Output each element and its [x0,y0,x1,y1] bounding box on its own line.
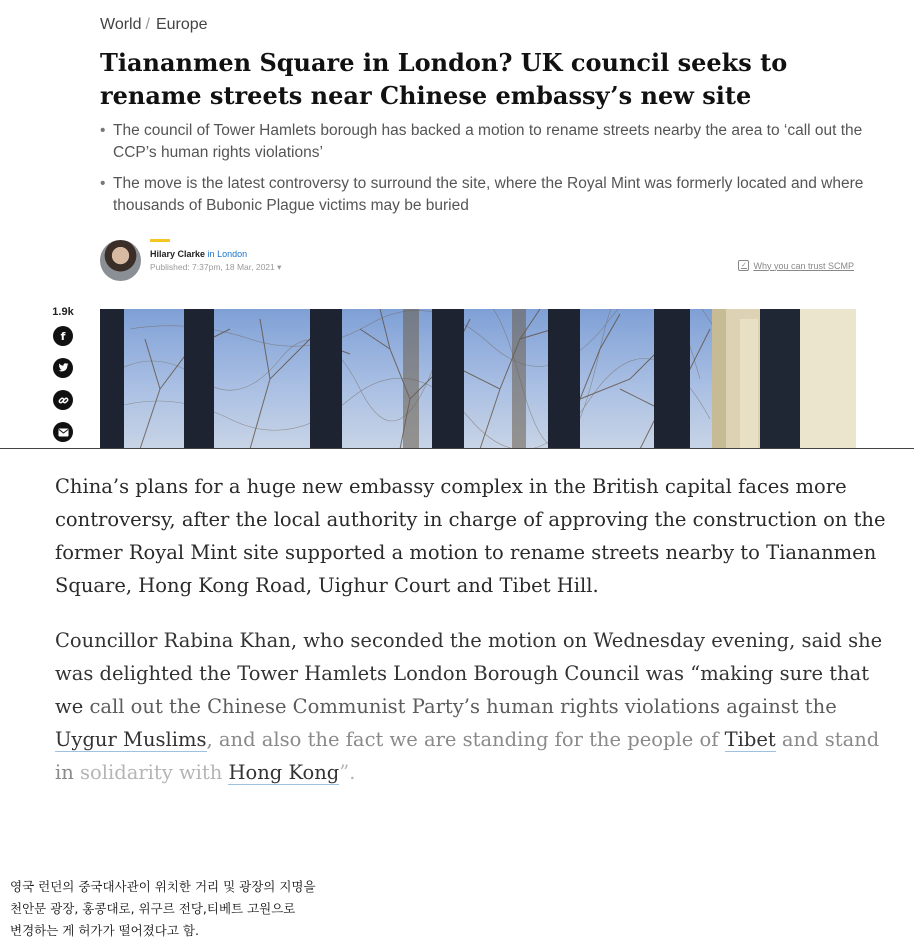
link-uygur-muslims[interactable]: Uygur Muslims [55,728,207,751]
author-avatar[interactable] [100,240,141,281]
author-line [150,249,247,259]
facebook-icon[interactable]: f [53,326,73,346]
summary-bullet-1: • The council of Tower Hamlets borough has backed a motion to rename streets nearby the area to ‘call out the CCP’s human rights violations’ [100,120,870,164]
paragraph-2-part-f: ”. [339,761,356,784]
article-headline: Tiananmen Square in London? UK council seeks to rename streets near Chinese embassy’s new site [100,48,788,110]
published-text: Published: 7:37pm, 18 Mar, 2021 [150,262,275,272]
breadcrumb-separator: / [145,16,150,33]
summary-bullets [100,120,870,226]
caption-line-2: 천안문 광장, 홍콩대로, 위구르 전당,티베트 고원으로 [10,901,296,916]
link-hong-kong[interactable]: Hong Kong [228,761,340,784]
trust-link[interactable] [738,260,854,271]
caption-line-1: 영국 런던의 중국대사관이 위치한 거리 및 광장의 지명을 [10,879,316,894]
divider [0,448,914,449]
paragraph-2-part-c: , and also the fact we are standing for the people of [206,728,725,751]
breadcrumb [100,16,208,34]
email-icon[interactable] [53,422,73,442]
checkmark-shield-icon: ✓ [738,260,749,271]
breadcrumb-europe-link[interactable]: Europe [155,16,208,33]
caption-line-3: 변경하는 게 허가가 떨어졌다고 함. [10,923,199,938]
share-bar [50,306,76,454]
paragraph-2-part-a: Councillor Rabina Khan, who seconded the motion on Wednesday evening, said she was delighted the Tower Hamlets London Borough Council was “making sure that we [55,629,883,718]
twitter-icon[interactable] [53,358,73,378]
paragraph-2-part-b: call out the Chinese Communist Party’s human rights violations against the [89,695,837,718]
share-count: 1.9k [52,306,74,318]
author-location: in London [207,249,248,259]
article-hero-image [100,309,856,449]
paragraph-2-part-e: solidarity with [80,761,229,784]
chevron-down-icon[interactable]: ▾ [277,262,282,272]
trust-link-text[interactable]: Why you can trust SCMP [753,260,854,271]
byline [100,236,860,280]
published-timestamp [150,262,281,273]
article-paragraph-2 [55,624,895,789]
summary-bullet-2: • The move is the latest controversy to surround the site, where the Royal Mint was formerly located and where thousands of Bubonic Plague victims may be buried [100,173,870,217]
article-body [55,470,895,811]
paragraph-2-part-d: and stand in [55,728,880,784]
article-paragraph-1: China’s plans for a huge new embassy complex in the British capital faces more controversy, after the local authority in charge of approving the construction on the former Royal Mint site supported a motion to rename streets nearby to Tiananmen Square, Hong Kong Road, Uighur Court and Tibet Hill. [55,475,886,597]
breadcrumb-world-link[interactable]: World [100,16,142,33]
link-tibet[interactable]: Tibet [724,728,776,751]
korean-caption [10,876,410,942]
accent-bar [150,239,170,242]
link-icon[interactable] [53,390,73,410]
author-name[interactable]: Hilary Clarke [150,249,206,259]
